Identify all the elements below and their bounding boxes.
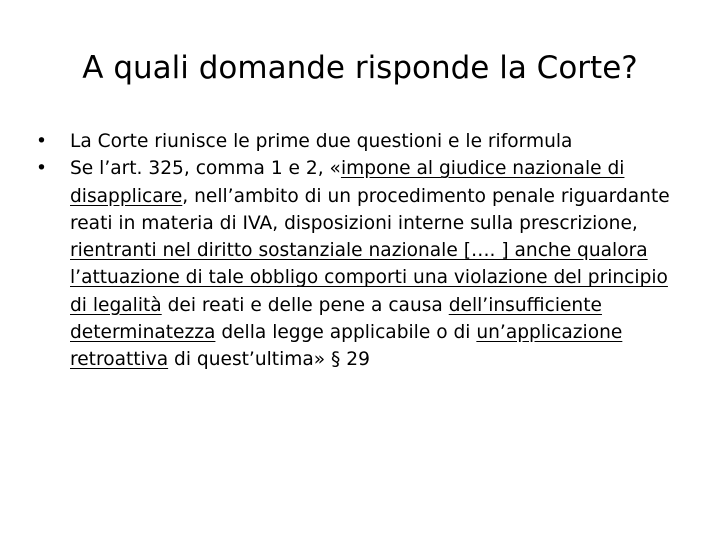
bullet-icon: • <box>36 158 47 180</box>
underlined-phrase: un’applicazione retroattiva <box>70 322 623 371</box>
underlined-phrase: rientranti nel diritto sostanziale nazionale […. ] anche qualora l’attuazione di tale obbligo comporti una violazione del principio di legalità <box>70 240 668 316</box>
text-segment: , nell’ambito di un procedimento penale riguardante reati in materia di IVA, disposizioni interne sulla prescrizione, <box>70 185 670 234</box>
underlined-phrase: impone al giudice nazionale di disapplicare <box>70 158 625 207</box>
bullet-icon: • <box>36 131 47 152</box>
text-segment: dei reati e delle pene a causa <box>161 294 449 316</box>
text-segment: di quest’ultima» § 29 <box>168 349 370 371</box>
bullet-text: La Corte riunisce le prime due questioni e le riformula <box>70 131 573 152</box>
text-segment: della legge applicabile o di <box>215 322 477 344</box>
text-segment: Se l’art. 325, comma 1 e 2, « <box>70 158 341 180</box>
bullet-item-2 <box>36 155 686 373</box>
bullet-list <box>36 128 686 374</box>
bullet-item-1 <box>36 128 686 155</box>
underlined-phrase: dell’insufficiente determinatezza <box>70 294 602 344</box>
slide-title: A quali domande risponde la Corte? <box>82 50 638 86</box>
